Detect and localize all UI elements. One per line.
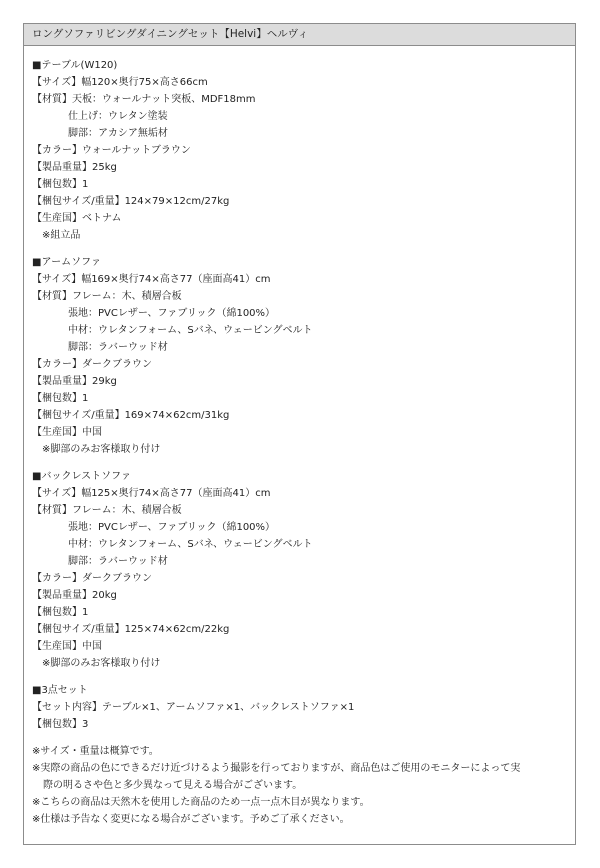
spec-line: 【カラー】ダークブラウン: [32, 573, 152, 584]
spec-line: ※こちらの商品は天然木を使用した商品のため一点一点木目が異なります。: [32, 797, 370, 808]
spec-line: ※仕様は予告なく変更になる場合がございます。予めご了承ください。: [32, 814, 350, 825]
product-title: ロングソファリビングダイニングセット【Helvi】ヘルヴィ: [24, 24, 575, 46]
spec-section: [32, 57, 575, 244]
spec-line: 脚部：ラバーウッド材: [68, 342, 168, 353]
spec-section: [32, 254, 575, 458]
spec-line: 【梱包サイズ/重量】169×74×62cm/31kg: [32, 410, 230, 421]
spec-line: 【製品重量】20kg: [32, 590, 117, 601]
spec-section: [32, 468, 575, 672]
spec-line: ■アームソファ: [32, 257, 101, 268]
spec-line: 仕上げ：ウレタン塗装: [68, 111, 168, 122]
spec-line: 【材質】フレーム：木、積層合板: [32, 291, 182, 302]
spec-line: 【梱包数】1: [32, 607, 89, 618]
spec-line: 【梱包数】1: [32, 393, 89, 404]
spec-line: 【サイズ】幅120×奥行75×高さ66cm: [32, 77, 208, 88]
spec-line: 【梱包サイズ/重量】125×74×62cm/22kg: [32, 624, 230, 635]
spec-line: 【材質】フレーム：木、積層合板: [32, 505, 182, 516]
spec-line: 中材：ウレタンフォーム、Sバネ、ウェービングベルト: [68, 539, 313, 550]
spec-line: 脚部：アカシア無垢材: [68, 128, 168, 139]
spec-line: 【製品重量】29kg: [32, 376, 117, 387]
spec-line: 【サイズ】幅125×奥行74×高さ77（座面高41）cm: [32, 488, 271, 499]
spec-line: ※脚部のみお客様取り付け: [42, 444, 161, 455]
spec-line: ■バックレストソファ: [32, 471, 131, 482]
spec-line: 際の明るさや色と多少異なって見える場合がございます。: [43, 780, 303, 791]
spec-line: 【セット内容】テーブル×1、アームソファ×1、バックレストソファ×1: [32, 702, 355, 713]
spec-line: 【カラー】ウォールナットブラウン: [32, 145, 191, 156]
spec-section: [32, 682, 575, 733]
spec-line: 【生産国】中国: [32, 641, 102, 652]
spec-line: ※組立品: [42, 230, 81, 241]
spec-table: [23, 23, 576, 845]
spec-content: [24, 46, 575, 828]
spec-line: 【製品重量】25kg: [32, 162, 117, 173]
spec-line: 中材：ウレタンフォーム、Sバネ、ウェービングベルト: [68, 325, 313, 336]
spec-line: 張地：PVCレザー、ファブリック（綿100%）: [68, 308, 276, 319]
spec-section: [32, 743, 575, 828]
spec-line: 【サイズ】幅169×奥行74×高さ77（座面高41）cm: [32, 274, 271, 285]
spec-line: 【カラー】ダークブラウン: [32, 359, 152, 370]
spec-line: ■テーブル(W120): [32, 60, 118, 71]
spec-line: 【材質】天板：ウォールナット突板、MDF18mm: [32, 94, 256, 105]
spec-line: 【梱包数】3: [32, 719, 89, 730]
spec-line: ※実際の商品の色にできるだけ近づけるよう撮影を行っておりますが、商品色はご使用のモニターによって実: [32, 763, 521, 774]
spec-line: 【生産国】ベトナム: [32, 213, 122, 224]
spec-line: ※サイズ・重量は概算です。: [32, 746, 159, 757]
spec-line: 【梱包サイズ/重量】124×79×12cm/27kg: [32, 196, 230, 207]
spec-line: 【梱包数】1: [32, 179, 89, 190]
spec-line: 【生産国】中国: [32, 427, 102, 438]
spec-line: 張地：PVCレザー、ファブリック（綿100%）: [68, 522, 276, 533]
spec-line: ■3点セット: [32, 685, 88, 696]
spec-line: ※脚部のみお客様取り付け: [42, 658, 161, 669]
spec-line: 脚部：ラバーウッド材: [68, 556, 168, 567]
